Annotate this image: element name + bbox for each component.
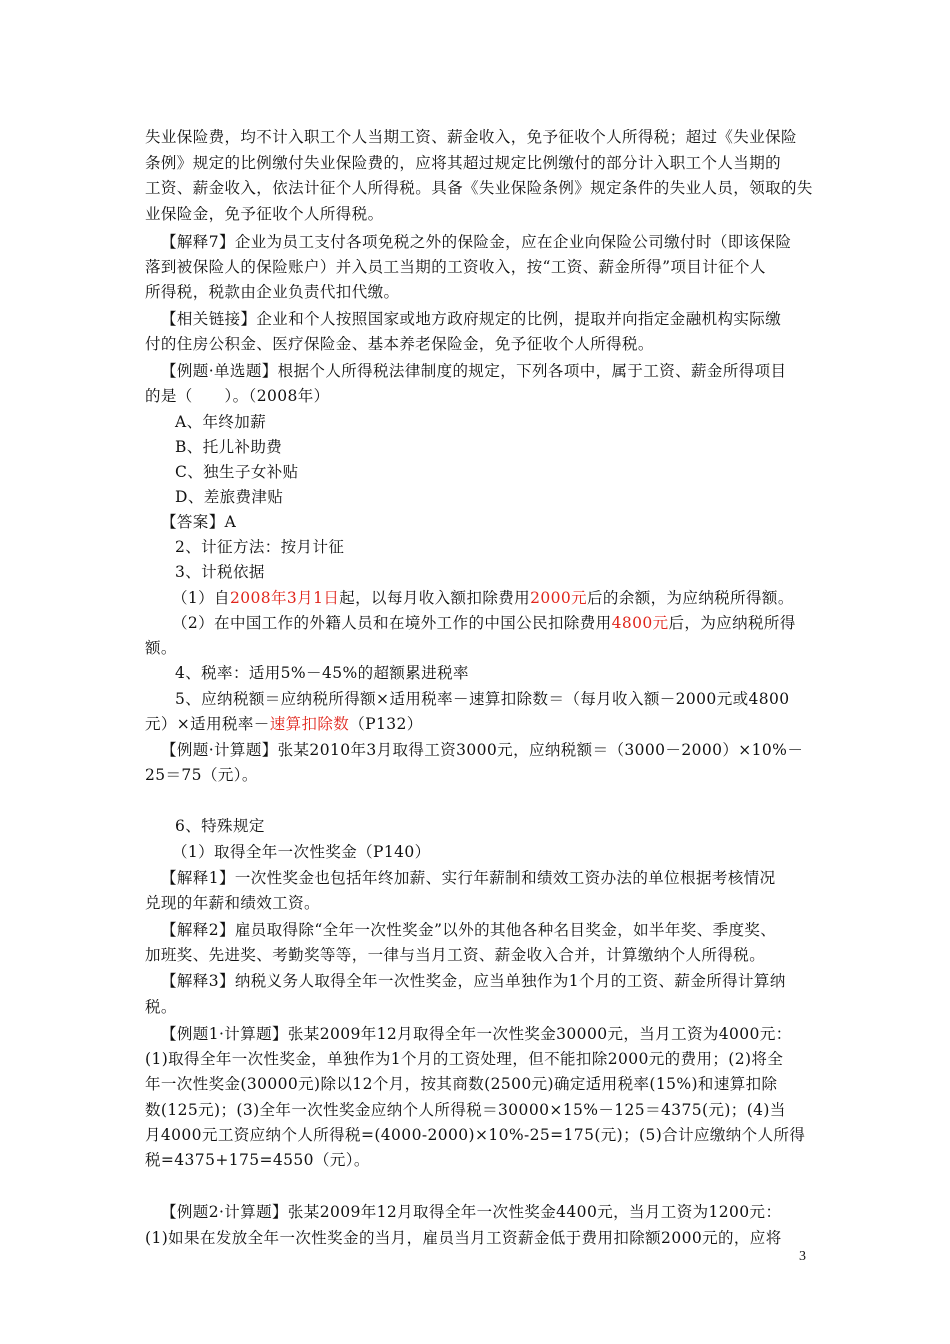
paragraph-line: 付的住房公积金、医疗保险金、基本养老保险金，免予征收个人所得税。 (145, 335, 654, 353)
paragraph-line: 25＝75（元）。 (145, 766, 258, 784)
paragraph-line: 2、计征方法：按月计征 (175, 538, 345, 556)
page-number: 3 (799, 1249, 806, 1264)
highlighted-amount: 2000元 (530, 589, 588, 607)
paragraph-line: 兑现的年薪和绩效工资。 (145, 894, 320, 912)
text-run: 元）×适用税率－ (145, 715, 270, 733)
paragraph-line: 【解释2】雇员取得除“全年一次性奖金”以外的其他各种名目奖金，如半年奖、季度奖、 (161, 921, 777, 939)
paragraph-line: 年一次性奖金(30000元)除以12个月，按其商数(2500元)确定适用税率(15%)和速算扣除 (145, 1075, 778, 1093)
option-b: B、托儿补助费 (175, 438, 283, 456)
paragraph-line: 税。 (145, 998, 177, 1016)
highlighted-term: 速算扣除数 (269, 715, 350, 733)
paragraph-line: 工资、薪金收入，依法计征个人所得税。具备《失业保险条例》规定条件的失业人员，领取的失 (145, 179, 813, 197)
paragraph-line: 【解释7】企业为员工支付各项免税之外的保险金，应在企业向保险公司缴付时（即该保险 (161, 233, 792, 251)
paragraph-line: 失业保险费，均不计入职工个人当期工资、薪金收入，免予征收个人所得税；超过《失业保险 (145, 128, 797, 146)
text-run: 起，以每月收入额扣除费用 (339, 589, 531, 607)
paragraph-line: （1）取得全年一次性奖金（P140） (172, 843, 431, 861)
paragraph-line (172, 586, 794, 610)
paragraph-line: 【例题1·计算题】张某2009年12月取得全年一次性奖金30000元，当月工资为4000元： (161, 1025, 792, 1043)
paragraph-line: 3、计税依据 (175, 563, 265, 581)
paragraph-line: (1)取得全年一次性奖金，单独作为1个月的工资处理，但不能扣除2000元的费用；(2)将全 (145, 1050, 784, 1068)
paragraph-line: 额。 (145, 639, 177, 657)
option-c: C、独生子女补贴 (175, 463, 299, 481)
paragraph-line (145, 712, 423, 736)
paragraph-line (172, 611, 796, 635)
text-run: （2）在中国工作的外籍人员和在境外工作的中国公民扣除费用 (172, 614, 612, 632)
paragraph-line: (1)如果在发放全年一次性奖金的当月，雇员当月工资薪金低于费用扣除额2000元的，应将 (145, 1229, 782, 1247)
paragraph-line: 4、税率：适用5%－45%的超额累进税率 (175, 664, 469, 682)
paragraph-line: 的是（ ）。（2008年） (145, 387, 330, 405)
option-a: A、年终加薪 (175, 413, 267, 431)
highlighted-amount: 4800元 (611, 614, 669, 632)
answer-line: 【答案】A (161, 513, 237, 531)
paragraph-line: 【例题2·计算题】张某2009年12月取得全年一次性奖金4400元，当月工资为1200元： (161, 1203, 782, 1221)
paragraph-line: 月4000元工资应纳个人所得税=(4000-2000)×10%-25=175(元)；(5)合计应缴纳个人所得 (145, 1126, 806, 1144)
paragraph-line: 【例题·单选题】根据个人所得税法律制度的规定，下列各项中，属于工资、薪金所得项目 (161, 362, 787, 380)
paragraph-line: 税=4375+175=4550（元）。 (145, 1151, 370, 1169)
text-run: 后的余额，为应纳税所得额。 (587, 589, 794, 607)
paragraph-line: 所得税，税款由企业负责代扣代缴。 (145, 283, 400, 301)
paragraph-line: 【解释1】一次性奖金也包括年终加薪、实行年薪制和绩效工资办法的单位根据考核情况 (161, 869, 776, 887)
paragraph-line: 数(125元)；(3)全年一次性奖金应纳个人所得税＝30000×15%－125＝4375(元)；(4)当 (145, 1101, 786, 1119)
paragraph-line: 【相关链接】企业和个人按照国家或地方政府规定的比例，提取并向指定金融机构实际缴 (161, 310, 782, 328)
text-run: （1）自 (172, 589, 230, 607)
text-run: 后，为应纳税所得 (668, 614, 796, 632)
text-run: （P132） (349, 715, 423, 733)
paragraph-line: 5、应纳税额＝应纳税所得额×适用税率－速算扣除数＝（每月收入额－2000元或4800 (175, 690, 790, 708)
highlighted-date: 2008年3月1日 (229, 589, 340, 607)
paragraph-line: 【例题·计算题】张某2010年3月取得工资3000元，应纳税额＝（3000－2000）×10%－ (161, 741, 804, 759)
paragraph-line: 业保险金，免予征收个人所得税。 (145, 205, 384, 223)
paragraph-line: 条例》规定的比例缴付失业保险费的，应将其超过规定比例缴付的部分计入职工个人当期的 (145, 154, 782, 172)
section-heading: 6、特殊规定 (175, 817, 265, 835)
paragraph-line: 【解释3】纳税义务人取得全年一次性奖金，应当单独作为1个月的工资、薪金所得计算纳 (161, 972, 786, 990)
paragraph-line: 落到被保险人的保险账户）并入员工当期的工资收入，按“工资、薪金所得”项目计征个人 (145, 258, 766, 276)
option-d: D、差旅费津贴 (175, 488, 284, 506)
paragraph-line: 加班奖、先进奖、考勤奖等等，一律与当月工资、薪金收入合并，计算缴纳个人所得税。 (145, 946, 766, 964)
